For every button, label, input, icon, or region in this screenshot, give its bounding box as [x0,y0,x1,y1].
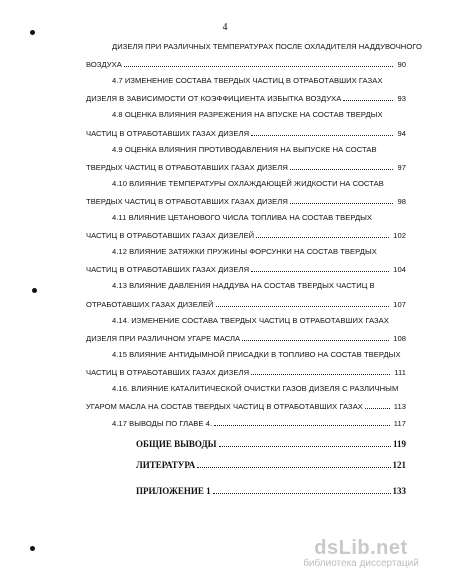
toc-line [86,213,406,223]
toc-line [86,145,406,155]
toc-line [86,93,406,104]
dot-leader [256,230,389,238]
toc-line [86,247,406,257]
toc-line-text: 4.16. ВЛИЯНИЕ КАТАЛИТИЧЕСКОЙ ОЧИСТКИ ГАЗОВ ДИЗЕЛЯ С РАЗЛИЧНЫМ [112,384,399,393]
toc-line [86,179,406,189]
toc-line-text: УГАРОМ МАСЛА НА СОСТАВ ТВЕРДЫХ ЧАСТИЦ В ОТРАБОТАВШИХ ГАЗАХ [86,402,363,412]
page-number: 4 [222,22,228,33]
dot-leader [251,367,390,375]
dot-leader [214,418,390,426]
toc-line-text: 4.10 ВЛИЯНИЕ ТЕМПЕРАТУРЫ ОХЛАЖДАЮЩЕЙ ЖИДКОСТИ НА СОСТАВ [112,178,384,188]
toc-line-text: 4.15 ВЛИЯНИЕ АНТИДЫМНОЙ ПРИСАДКИ В ТОПЛИВО НА СОСТАВ ТВЕРДЫХ [112,349,401,359]
toc-line-text: 4.7 ИЗМЕНЕНИЕ СОСТАВА ТВЕРДЫХ ЧАСТИЦ В ОТРАБОТАВШИХ ГАЗАХ [112,76,383,86]
toc-line-text: 4.9 ОЦЕНКА ВЛИЯНИЯ ПРОТИВОДАВЛЕНИЯ НА ВЫПУСКЕ НА СОСТАВ [112,144,377,154]
toc-page-number: 113 [393,402,406,412]
dot-leader [343,93,393,101]
dot-leader [251,128,393,136]
toc-line-text: ТВЕРДЫХ ЧАСТИЦ В ОТРАБОТАВШИХ ГАЗАХ ДИЗЕЛЯ [86,162,288,172]
toc-line-text: ЧАСТИЦ В ОТРАБОТАВШИХ ГАЗАХ ДИЗЕЛЯ [86,265,250,275]
bullet-mark [30,546,35,551]
toc-line-text: 4.13 ВЛИЯНИЕ ДАВЛЕНИЯ НАДДУВА НА СОСТАВ ТВЕРДЫХ ЧАСТИЦ В [112,281,375,291]
toc-line-text: 4.8 ОЦЕНКА ВЛИЯНИЯ РАЗРЕЖЕНИЯ НА ВПУСКЕ НА СОСТАВ ТВЕРДЫХ [112,110,383,120]
toc-page-number: 108 [393,333,406,343]
toc-line [86,316,406,326]
toc-line [86,401,406,412]
toc-line [86,110,406,120]
toc-page-number: 102 [393,231,406,241]
dot-leader [290,162,394,170]
toc-line-text: ЧАСТИЦ В ОТРАБОТАВШИХ ГАЗАХ ДИЗЕЛЯ [86,367,250,377]
watermark-logo: dsLib.net [314,537,408,559]
toc-line [86,418,406,429]
toc-page-number: 104 [393,265,406,275]
toc-summary-text: ЛИТЕРАТУРА [136,460,196,470]
toc-line-text: 4.11 ВЛИЯНИЕ ЦЕТАНОВОГО ЧИСЛА ТОПЛИВА НА СОСТАВ ТВЕРДЫХ [112,213,373,222]
toc-line-text: ДИЗЕЛЯ ПРИ РАЗЛИЧНЫХ ТЕМПЕРАТУРАХ ПОСЛЕ ОХЛАДИТЕЛЯ НАДДУВОЧНОГО [112,42,422,51]
toc-page-number: 107 [393,299,406,309]
toc-line-text: ЧАСТИЦ В ОТРАБОТАВШИХ ГАЗАХ ДИЗЕЛЕЙ [86,231,255,241]
toc-line-text: 4.17 ВЫВОДЫ ПО ГЛАВЕ 4. [112,419,213,429]
toc-page-number: 93 [397,94,406,104]
toc-line-text: ЧАСТИЦ В ОТРАБОТАВШИХ ГАЗАХ ДИЗЕЛЯ [86,128,250,138]
toc-summary-page: 121 [392,460,406,470]
dot-leader [124,59,394,67]
toc-page-number: 111 [394,367,406,377]
toc-line-text: ДИЗЕЛЯ ПРИ РАЗЛИЧНОМ УГАРЕ МАСЛА [86,333,241,343]
toc-page-number: 98 [397,196,406,206]
toc-line-text: 4.14. ИЗМЕНЕНИЕ СОСТАВА ТВЕРДЫХ ЧАСТИЦ В ОТРАБОТАВШИХ ГАЗАХ [112,315,389,325]
toc-line [86,128,406,139]
toc-line-text: ВОЗДУХА [86,60,122,70]
toc-summary-entry [136,438,406,449]
toc-line-text: 4.12 ВЛИЯНИЕ ЗАТЯЖКИ ПРУЖИНЫ ФОРСУНКИ НА СОСТАВ ТВЕРДЫХ [112,247,377,257]
bullet-mark [30,30,35,35]
dot-leader [290,196,394,204]
bullet-mark [32,288,37,293]
toc-line-text: ДИЗЕЛЯ В ЗАВИСИМОСТИ ОТ КОЭФФИЦИЕНТА ИЗБЫТКА ВОЗДУХА [86,94,342,104]
dot-leader [216,299,390,307]
toc-line [86,264,406,275]
toc-line [86,230,406,241]
toc-summary-text: ПРИЛОЖЕНИЕ 1 [136,486,211,496]
toc-page-number: 90 [397,60,406,70]
dot-leader [251,264,389,272]
toc-line-text: ОТРАБОТАВШИХ ГАЗАХ ДИЗЕЛЕЙ [86,299,214,309]
toc-summary-page: 119 [392,439,406,449]
dot-leader [219,438,391,447]
toc-page-number: 94 [397,128,406,138]
toc-line [86,196,406,207]
dot-leader [365,401,390,409]
toc-summary-entry [136,485,406,496]
toc-line [86,59,406,70]
toc-summary-text: ОБЩИЕ ВЫВОДЫ [136,439,217,449]
toc-page-number: 97 [397,162,406,172]
toc-page-number: 117 [393,419,406,429]
toc-line [86,367,406,378]
toc-line-text: ТВЕРДЫХ ЧАСТИЦ В ОТРАБОТАВШИХ ГАЗАХ ДИЗЕЛЯ [86,196,288,206]
toc-summary-entry [136,459,406,470]
dot-leader [242,333,389,341]
toc-line [86,333,406,344]
watermark-subtitle: библиотека диссертаций [303,558,419,569]
dot-leader [197,459,390,468]
toc-line [86,350,406,360]
toc-summary-page: 133 [392,486,406,496]
watermark [286,537,436,569]
toc-line [86,162,406,173]
toc-line [86,76,406,86]
dot-leader [213,485,391,494]
toc-line [86,384,406,394]
toc-line [86,42,422,52]
toc-line [86,281,406,291]
toc-line [86,299,406,310]
